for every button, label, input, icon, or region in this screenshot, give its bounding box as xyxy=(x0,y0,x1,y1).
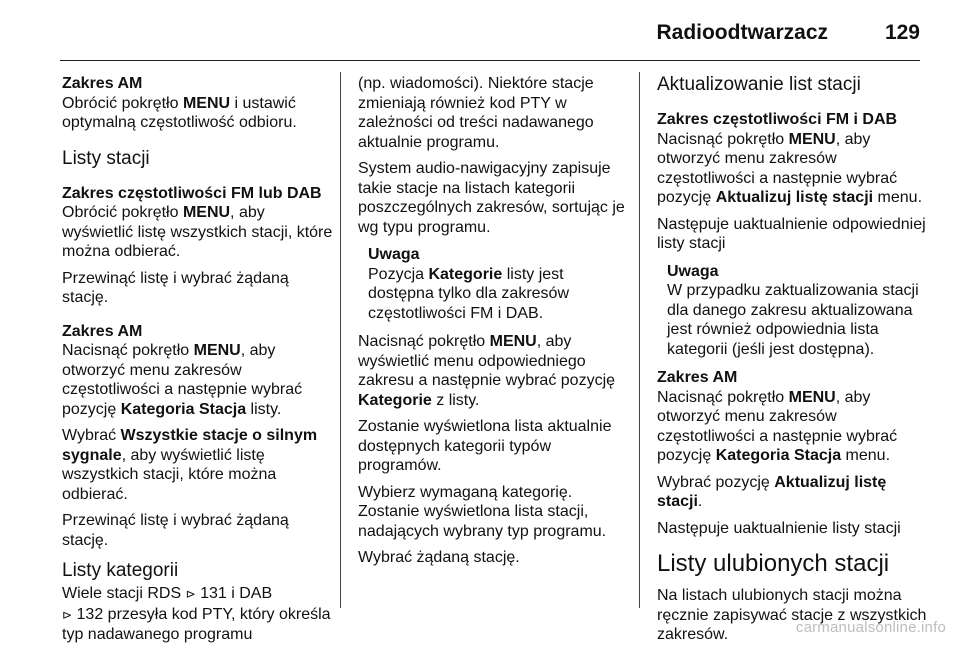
paragraph: Wybierz wymaganą kategorię. Zostanie wyświetlona lista stacji, nadających wybrany typ programu. xyxy=(358,483,607,540)
note-text: Pozycja Kategorie listy jest dostępna tylko dla zakresów częstotliwości FM i DAB. xyxy=(368,265,569,322)
subheading: Zakres AM xyxy=(62,322,143,340)
note-box xyxy=(657,262,927,360)
section-heading: Listy stacji xyxy=(62,147,150,169)
subheading: Zakres częstotliwości FM lub DAB xyxy=(62,184,322,202)
note-text: W przypadku zaktualizowania stacji dla danego zakresu aktualizowana jest również odpowiednia lista kategorii (jeśli jest dostępna). xyxy=(667,282,919,358)
note-title: Uwaga xyxy=(368,246,420,263)
page-header xyxy=(60,0,920,61)
note-title: Uwaga xyxy=(667,262,719,280)
column-divider xyxy=(639,72,640,608)
column-1 xyxy=(62,74,334,652)
subheading: Zakres AM xyxy=(657,369,738,386)
paragraph: Przewinąć listę i wybrać żądaną stację. xyxy=(62,512,289,549)
section-heading: Listy ulubionych stacji xyxy=(657,550,890,577)
page-reference-icon: ⊳ xyxy=(62,607,73,622)
watermark: carmanualsonline.info xyxy=(795,619,946,636)
paragraph: Wybrać Wszystkie stacje o silnym sygnale, aby wyświetlić listę wszystkich stacji, które można odbierać. xyxy=(62,427,318,503)
note-box xyxy=(358,245,630,323)
column-2 xyxy=(358,74,630,575)
chapter-title: Radioodtwarzacz xyxy=(656,21,828,44)
subheading: Zakres AM xyxy=(62,75,143,92)
section-heading: Aktualizowanie list stacji xyxy=(657,74,861,95)
paragraph: Nacisnąć pokrętło MENU, aby otworzyć menu zakresów częstotliwości a następnie wybrać pozycję Aktualizuj listę stacji menu. xyxy=(657,130,923,206)
paragraph: Następuje uaktualnienie listy stacji xyxy=(657,519,901,537)
page-reference-link[interactable]: 132 xyxy=(76,605,104,623)
column-3 xyxy=(657,74,927,652)
paragraph: Wybrać żądaną stację. xyxy=(358,549,520,566)
paragraph: System audio-nawigacyjny zapisuje takie stacje na listach kategorii poszczególnych zakresów, sortując je wg typu programu. xyxy=(358,160,625,236)
paragraph: Wiele stacji RDS ⊳ 131 i DAB ⊳ 132 przesyła kod PTY, który określa typ nadawanego programu xyxy=(62,585,331,643)
subheading: Zakres częstotliwości FM i DAB xyxy=(657,111,898,128)
page-reference-icon: ⊳ xyxy=(185,587,196,601)
paragraph: Nacisnąć pokrętło MENU, aby otworzyć menu zakresów częstotliwości a następnie wybrać pozycję Kategoria Stacja listy. xyxy=(62,342,303,418)
paragraph: Na listach ulubionych stacji można ręcznie zapisywać stacje z wszystkich zakresów. xyxy=(657,587,927,643)
section-heading: Listy kategorii xyxy=(62,560,179,581)
page-reference-link[interactable]: 131 xyxy=(200,585,227,602)
paragraph: Przewinąć listę i wybrać żądaną stację. xyxy=(62,269,289,306)
paragraph: Następuje uaktualnienie odpowiedniej listy stacji xyxy=(657,215,926,252)
paragraph: Obrócić pokrętło MENU, aby wyświetlić listę wszystkich stacji, które można odbierać. xyxy=(62,204,333,260)
page-number: 129 xyxy=(884,21,920,44)
paragraph: (np. wiadomości). Niektóre stacje zmieniają również kod PTY w zależności od treści nadawanego aktualnie programu. xyxy=(358,75,594,151)
column-divider xyxy=(340,72,341,608)
paragraph: Nacisnąć pokrętło MENU, aby otworzyć menu zakresów częstotliwości a następnie wybrać pozycję Kategoria Stacja menu. xyxy=(657,388,898,464)
paragraph: Zostanie wyświetlona lista aktualnie dostępnych kategorii typów programów. xyxy=(358,418,612,474)
paragraph: Wybrać pozycję Aktualizuj listę stacji. xyxy=(657,473,887,510)
paragraph: Nacisnąć pokrętło MENU, aby wyświetlić menu odpowiedniego zakresu a następnie wybrać pozycję Kategorie z listy. xyxy=(358,333,616,409)
paragraph: Obrócić pokrętło MENU i ustawić optymalną częstotliwość odbioru. xyxy=(62,94,297,131)
